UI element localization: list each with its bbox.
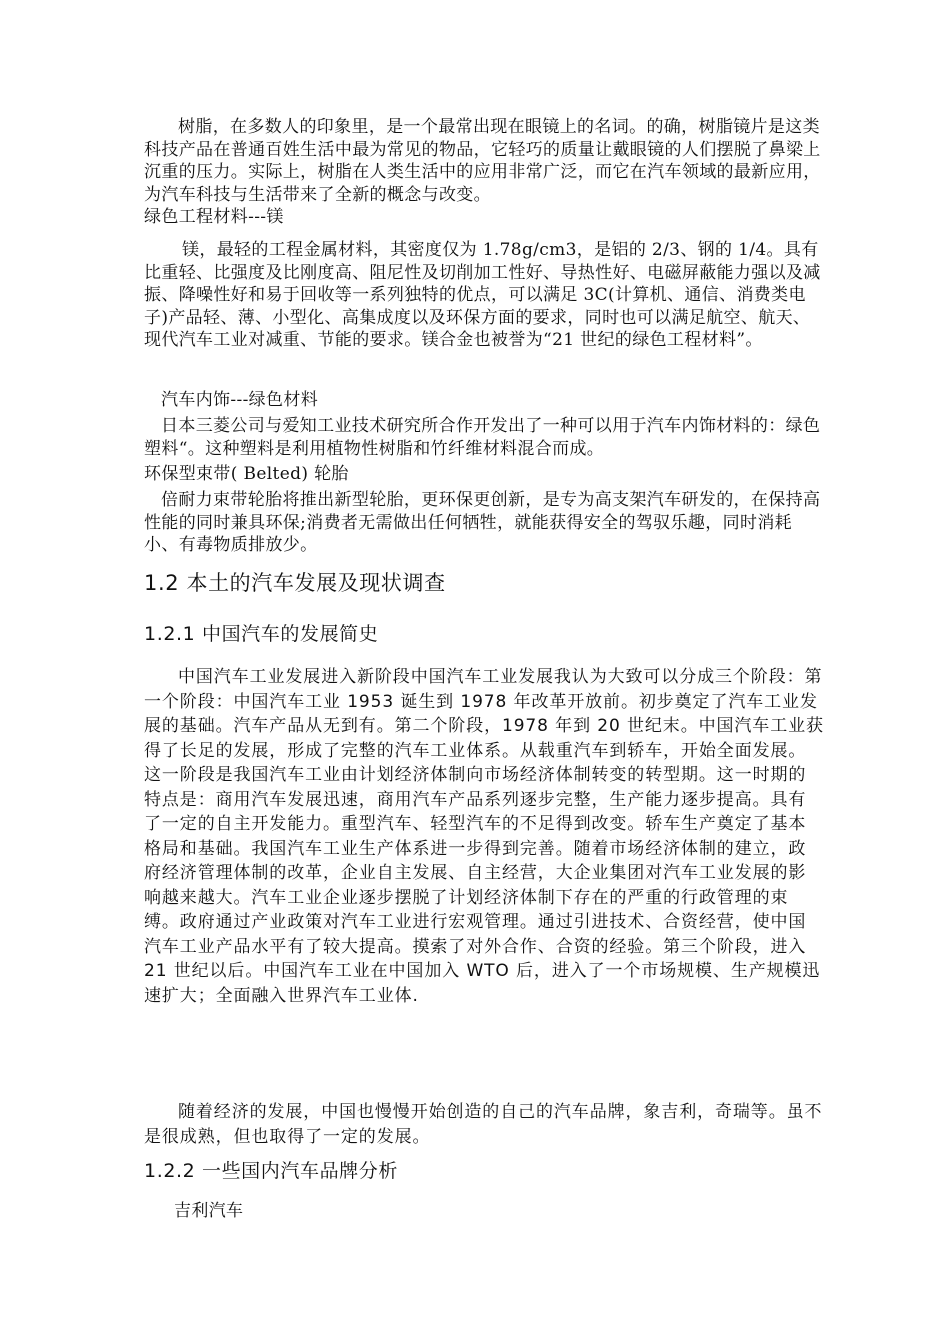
subsection-heading-1-2-1: 1.2.1 中国汽车的发展简史 <box>144 623 379 645</box>
tire-paragraph: 倍耐力束带轮胎将推出新型轮胎，更环保更创新，是专为高支架汽车研发的，在保持高性能的同时兼具环保;消费者无需做出任何牺牲，就能获得安全的驾驭乐趣，同时消耗小、有毒物质排放少。 <box>144 490 821 555</box>
subsection-heading-1-2-2: 1.2.2 一些国内汽车品牌分析 <box>144 1160 398 1182</box>
magnesium-subtitle: 绿色工程材料---镁 <box>144 207 284 227</box>
resin-paragraph: 树脂，在多数人的印象里，是一个最常出现在眼镜上的名词。的确，树脂镜片是这类科技产品在普通百姓生活中最为常见的物品，它轻巧的质量让戴眼镜的人们摆脱了鼻梁上沉重的压力。实际上，树脂在人类生活中的应用非常广泛，而它在汽车领域的最新应用，为汽车科技与生活带来了全新的概念与改变。 <box>144 117 821 205</box>
magnesium-paragraph: 镁，最轻的工程金属材料，其密度仅为 1.78g/cm3，是铝的 2/3、钢的 1/4。具有比重轻、比强度及比刚度高、阻尼性及切削加工性好、导热性好、电磁屏蔽能力强以及减振、降噪性好和易于回收等一系列独特的优点，可以满足 3C(计算机、通信、消费类电子)产品轻、薄、小型化、高集成度以及环保方面的要求，同时也可以满足航空、航天、现代汽车工业对减重、节能的要求。镁合金也被誉为“21 世纪的绿色工程材料”。 <box>144 240 821 350</box>
history-paragraph: 中国汽车工业发展进入新阶段中国汽车工业发展我认为大致可以分成三个阶段：第一个阶段：中国汽车工业 1953 诞生到 1978 年改革开放前。初步奠定了汽车工业发展的基础。汽车产品从无到有。第二个阶段，1978 年到 20 世纪末。中国汽车工业获得了长足的发展，形成了完整的汽车工业体系。从载重汽车到轿车，开始全面发展。这一阶段是我国汽车工业由计划经济体制向市场经济体制转变的转型期。这一时期的特点是：商用汽车发展迅速，商用汽车产品系列逐步完整，生产能力逐步提高。具有了一定的自主开发能力。重型汽车、轻型汽车的不足得到改变。轿车生产奠定了基本格局和基础。我国汽车工业生产体系进一步得到完善。随着市场经济体制的建立，政府经济管理体制的改革，企业自主发展、自主经营，大企业集团对汽车工业发展的影响越来越大。汽车工业企业逐步摆脱了计划经济体制下存在的严重的行政管理的束缚。政府通过产业政策对汽车工业进行宏观管理。通过引进技术、合资经营，使中国汽车工业产品水平有了较大提高。摸索了对外合作、合资的经验。第三个阶段，进入 21 世纪以后。中国汽车工业在中国加入 WTO 后，进入了一个市场规模、生产规模迅速扩大；全面融入世界汽车工业体. <box>144 667 824 1006</box>
brands-paragraph: 随着经济的发展，中国也慢慢开始创造的自己的汽车品牌，象吉利，奇瑞等。虽不是很成熟，但也取得了一定的发展。 <box>144 1102 823 1147</box>
section-heading-1-2: 1.2 本土的汽车发展及现状调查 <box>144 571 446 595</box>
tire-subtitle: 环保型束带( Belted) 轮胎 <box>144 464 349 484</box>
geely-label: 吉利汽车 <box>174 1201 244 1221</box>
interior-subtitle: 汽车内饰---绿色材料 <box>161 390 319 410</box>
interior-paragraph: 日本三菱公司与爱知工业技术研究所合作开发出了一种可以用于汽车内饰材料的：绿色塑料“。这种塑料是利用植物性树脂和竹纤维材料混合而成。 <box>144 416 821 459</box>
